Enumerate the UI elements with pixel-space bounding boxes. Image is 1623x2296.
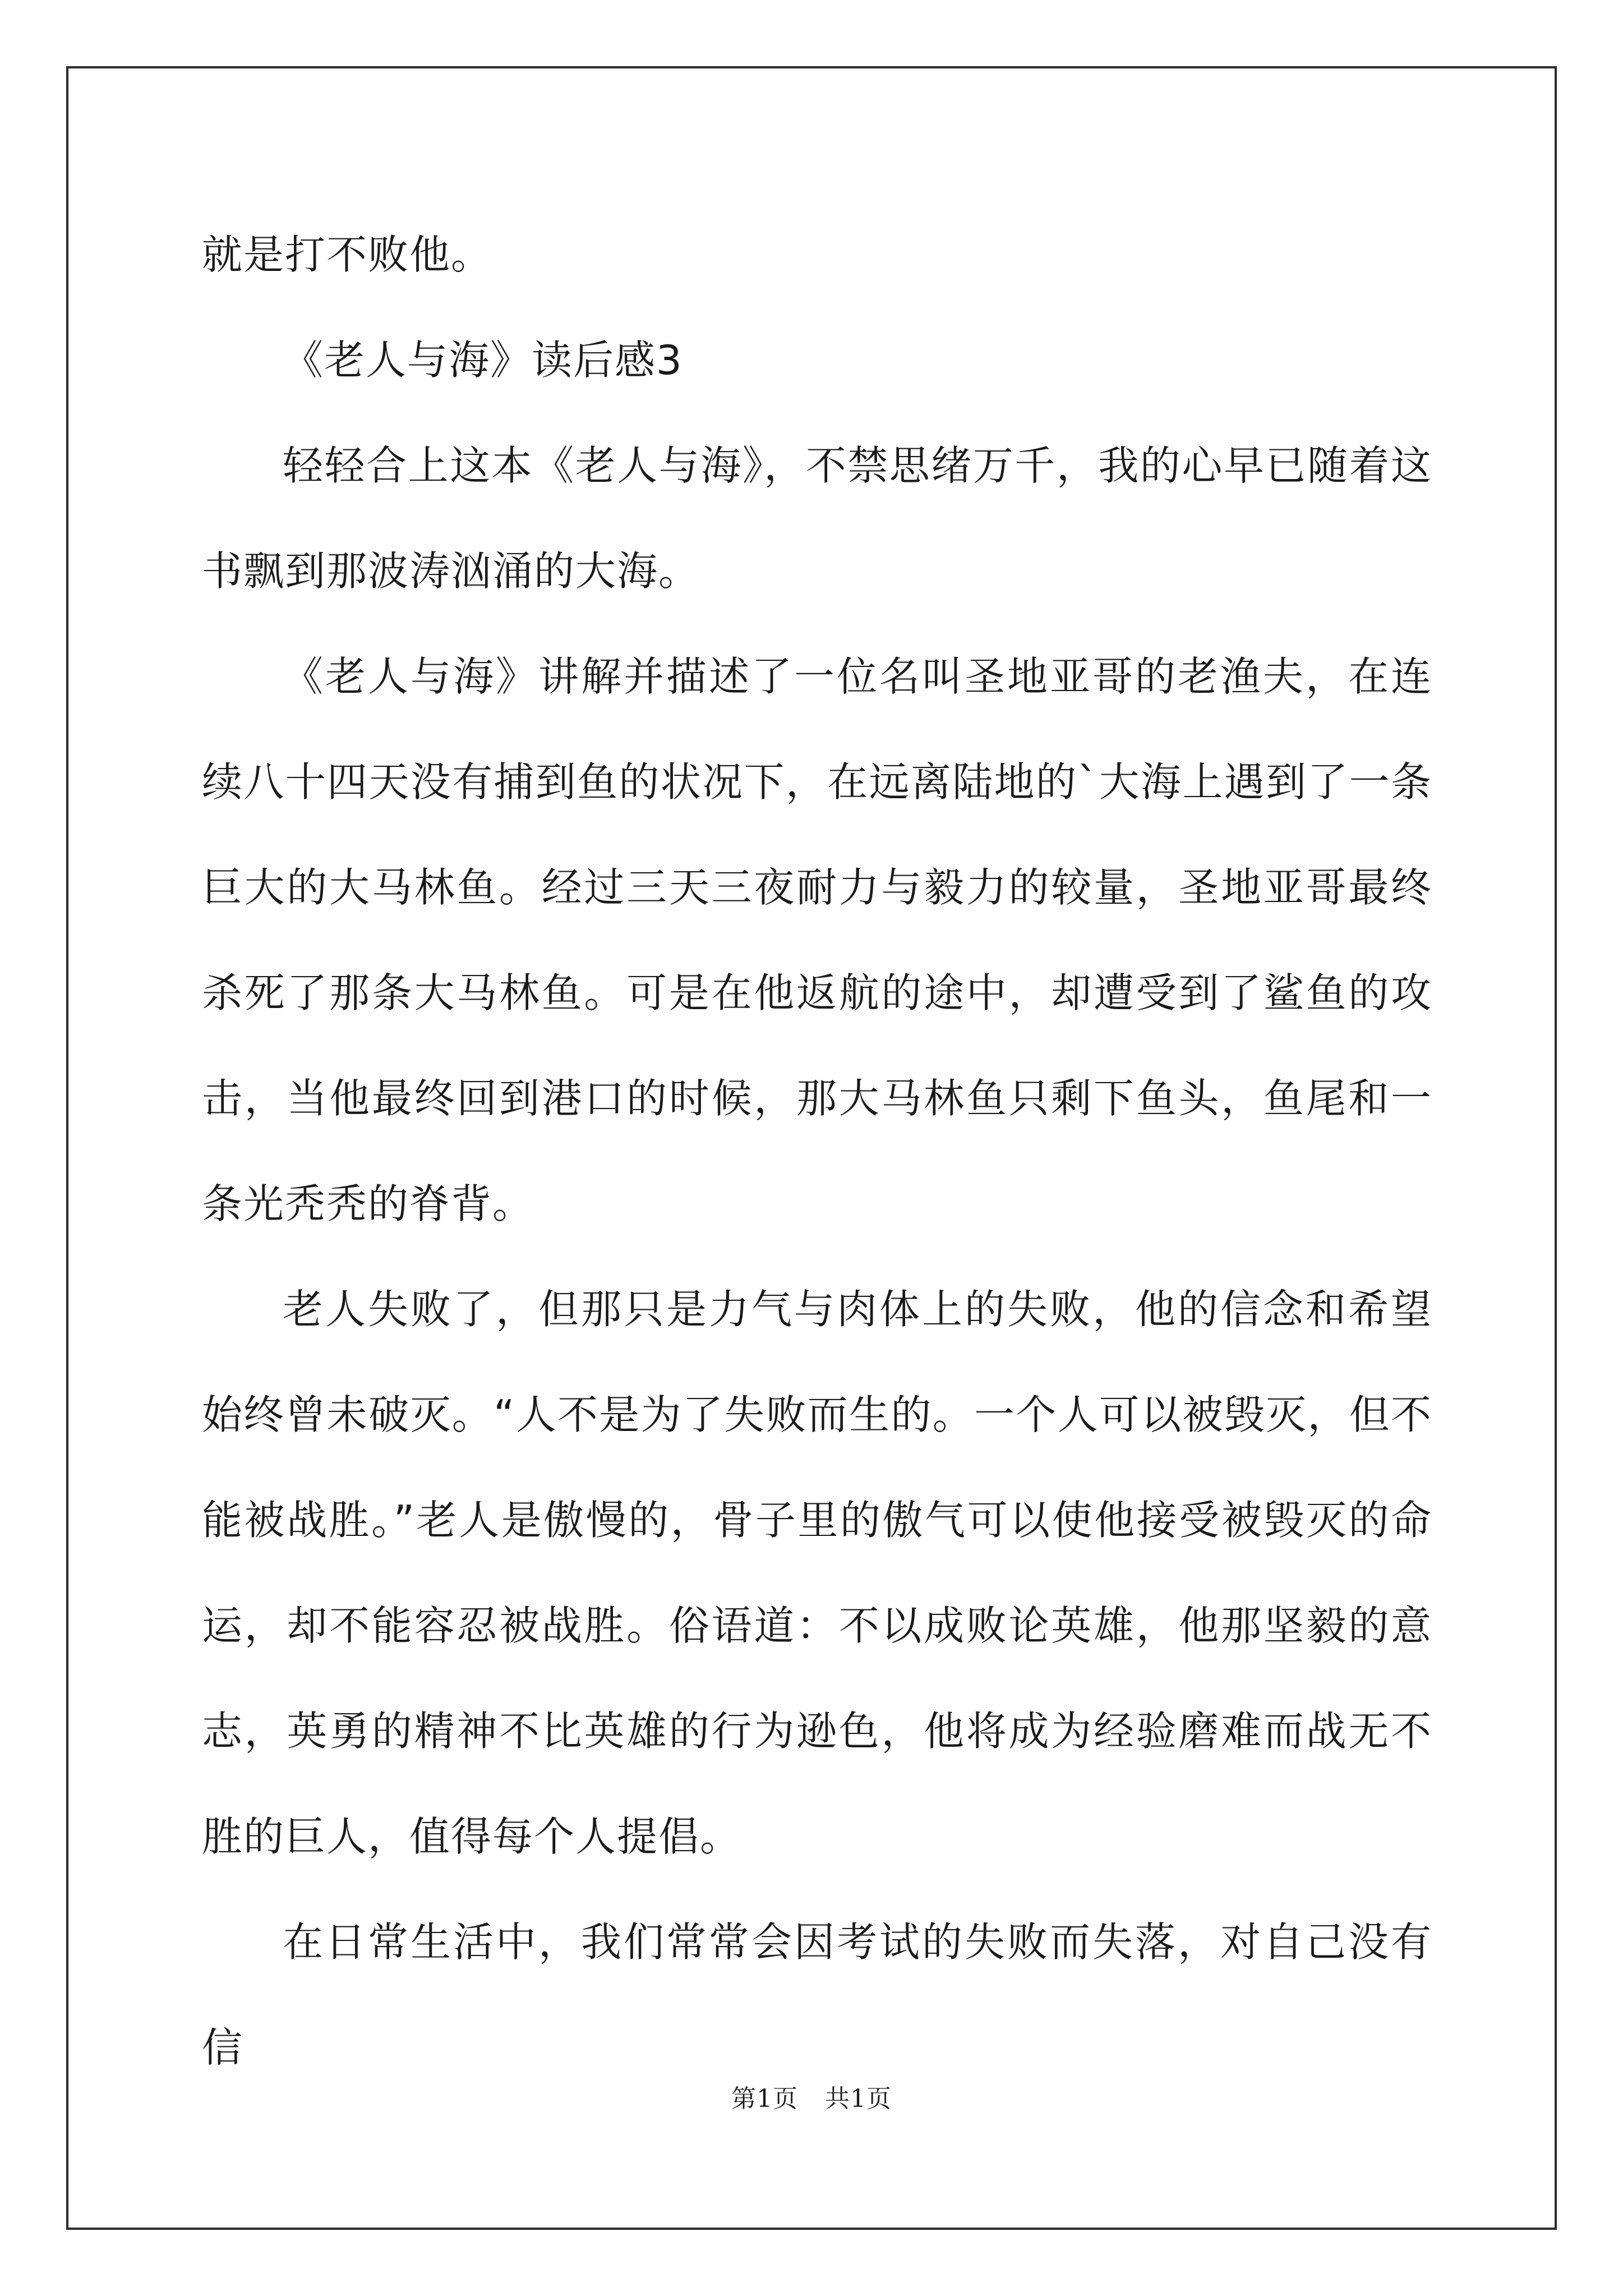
document-body: [202, 202, 1432, 2100]
page-number: 第1页: [731, 2085, 798, 2113]
paragraph: 轻轻合上这本《老人与海》，不禁思绪万千，我的心早已随着这书飘到那波涛汹涌的大海。: [202, 442, 1432, 595]
paragraph: 老人失败了，但那只是力气与肉体上的失败，他的信念和希望始终曾未破灭。“人不是为了失败而生的。一个人可以被毁灭，但不能被战胜。”老人是傲慢的，骨子里的傲气可以使他接受被毁灭的命运，却不能容忍被战胜。俗语道：不以成败论英雄，他那坚毅的意志，英勇的精神不比英雄的行为逊色，他将成为经验磨难而战无不胜的巨人，值得每个人提倡。: [202, 1286, 1432, 1860]
total-pages: 共1页: [825, 2085, 892, 2113]
section-heading: 《老人与海》读后感3: [283, 337, 683, 384]
paragraph-continuation: 就是打不败他。: [202, 231, 493, 278]
paragraph: 《老人与海》讲解并描述了一位名叫圣地亚哥的老渔夫，在连续八十四天没有捕到鱼的状况下，在远离陆地的`大海上遇到了一条巨大的大马林鱼。经过三天三夜耐力与毅力的较量，圣地亚哥最终杀死了那条大马林鱼。可是在他返航的途中，却遭受到了鲨鱼的攻击，当他最终回到港口的时候，那大马林鱼只剩下鱼头，鱼尾和一条光秃秃的脊背。: [202, 653, 1432, 1227]
page-footer: [0, 2078, 1623, 2114]
paragraph: 在日常生活中，我们常常会因考试的失败而失落，对自己没有信: [202, 1918, 1432, 2071]
